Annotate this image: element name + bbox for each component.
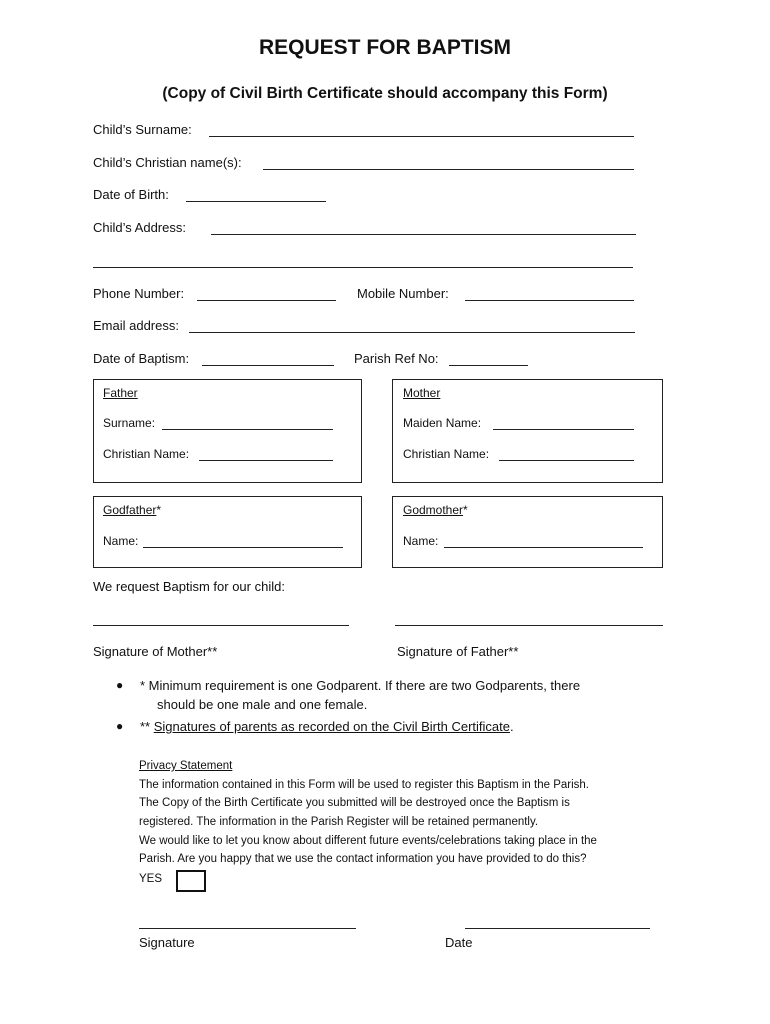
godfather-heading: Godfather* (103, 503, 162, 517)
parish-ref-label: Parish Ref No: (354, 351, 439, 366)
godmother-heading: Godmother* (403, 503, 468, 517)
godmother-name-field[interactable] (444, 547, 643, 548)
bullet-icon: ● (116, 719, 124, 733)
date-label: Date (445, 935, 473, 950)
yes-checkbox[interactable] (176, 870, 206, 892)
father-surname-label: Surname: (103, 416, 156, 430)
bullet-icon: ● (116, 678, 124, 692)
mother-heading: Mother (403, 386, 441, 400)
mother-christian-name-label: Christian Name: (403, 447, 490, 461)
privacy-heading: Privacy Statement (139, 760, 233, 772)
godfather-name-label: Name: (103, 534, 139, 548)
father-christian-name-label: Christian Name: (103, 447, 190, 461)
parish-ref-field[interactable] (449, 365, 528, 366)
father-signature-label: Signature of Father** (397, 644, 519, 659)
mother-christian-name-field[interactable] (499, 460, 634, 461)
mother-maiden-name-field[interactable] (493, 429, 634, 430)
child-address-field-line2[interactable] (93, 267, 633, 268)
godmother-box (392, 496, 663, 568)
mobile-number-field[interactable] (465, 300, 634, 301)
privacy-line: We would like to let you know about different future events/celebrations taking place in the (139, 835, 597, 847)
mobile-number-label: Mobile Number: (357, 286, 449, 301)
mother-box (392, 379, 663, 483)
signature-note: ** Signatures of parents as recorded on the Civil Birth Certificate. (140, 719, 514, 734)
privacy-line: The Copy of the Birth Certificate you submitted will be destroyed once the Baptism is (139, 797, 570, 809)
date-of-birth-field[interactable] (186, 201, 326, 202)
father-signature-field[interactable] (395, 625, 663, 626)
father-christian-name-field[interactable] (199, 460, 333, 461)
form-title: REQUEST FOR BAPTISM (258, 36, 511, 59)
privacy-line: The information contained in this Form will be used to register this Baptism in the Parish. (139, 779, 589, 791)
mother-signature-label: Signature of Mother** (93, 644, 218, 659)
email-address-label: Email address: (93, 318, 179, 333)
child-surname-field[interactable] (209, 136, 634, 137)
phone-number-label: Phone Number: (93, 286, 185, 301)
date-of-baptism-field[interactable] (202, 365, 334, 366)
yes-label: YES (139, 873, 163, 885)
date-field[interactable] (465, 928, 650, 929)
father-box (93, 379, 362, 483)
godfather-name-field[interactable] (143, 547, 343, 548)
child-address-field[interactable] (211, 234, 636, 235)
mother-signature-field[interactable] (93, 625, 349, 626)
godfather-box (93, 496, 362, 568)
child-christian-name-field[interactable] (263, 169, 634, 170)
phone-number-field[interactable] (197, 300, 336, 301)
child-address-label: Child’s Address: (93, 220, 186, 235)
godparent-note-line1: * Minimum requirement is one Godparent. If there are two Godparents, there (140, 678, 581, 693)
date-of-birth-label: Date of Birth: (93, 187, 169, 202)
godparent-note-line2: should be one male and one female. (157, 697, 368, 712)
date-of-baptism-label: Date of Baptism: (93, 351, 190, 366)
child-christian-name-label: Child’s Christian name(s): (93, 155, 242, 170)
father-heading: Father (103, 386, 138, 400)
father-surname-field[interactable] (162, 429, 333, 430)
privacy-line: Parish. Are you happy that we use the contact information you have provided to do this? (139, 853, 587, 865)
request-statement: We request Baptism for our child: (93, 579, 285, 594)
privacy-line: registered. The information in the Parish Register will be retained permanently. (139, 816, 539, 828)
email-address-field[interactable] (189, 332, 635, 333)
signature-field[interactable] (139, 928, 356, 929)
godmother-name-label: Name: (403, 534, 439, 548)
mother-maiden-name-label: Maiden Name: (403, 416, 482, 430)
child-surname-label: Child’s Surname: (93, 122, 192, 137)
signature-label: Signature (139, 935, 195, 950)
form-subtitle: (Copy of Civil Birth Certificate should accompany this Form) (162, 85, 608, 102)
